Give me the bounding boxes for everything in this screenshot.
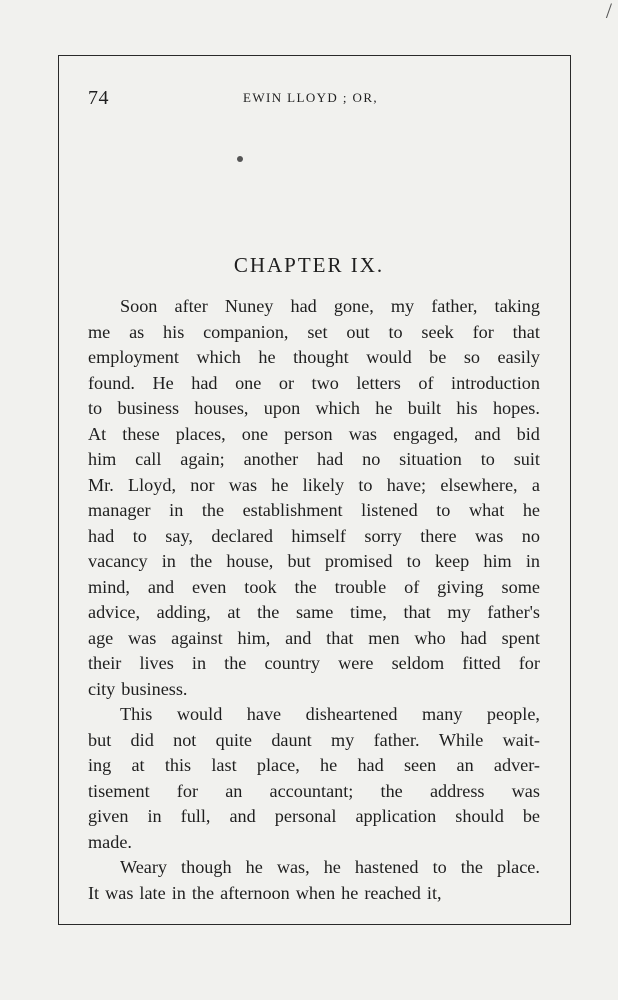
- text-line: vacancy in the house, but promised to keep him in: [88, 551, 540, 571]
- body-text: [88, 294, 540, 906]
- text-line: This would have disheartened many people,: [120, 704, 540, 724]
- paragraph: [88, 294, 540, 702]
- text-line: had to say, declared himself sorry there was no: [88, 525, 540, 546]
- text-line: to business houses, upon which he built his hopes.: [88, 398, 540, 418]
- margin-mark: /: [605, 0, 612, 23]
- text-line: mind, and even took the trouble of giving some: [88, 576, 540, 597]
- page-header: [88, 84, 538, 112]
- text-line: age was against him, and that men who had spent: [88, 627, 540, 648]
- paragraph: [88, 855, 540, 906]
- running-head: EWIN LLOYD ; OR,: [243, 90, 379, 105]
- text-line: At these places, one person was engaged, and bid: [88, 423, 540, 444]
- text-line: ing at this last place, he had seen an adver-: [88, 755, 540, 775]
- text-line: Mr. Lloyd, nor was he likely to have; elsewhere, a: [88, 474, 540, 495]
- text-line: advice, adding, at the same time, that my father's: [88, 602, 540, 622]
- paragraph: [88, 702, 540, 855]
- text-line: It was late in the afternoon when he reached it,: [88, 882, 442, 903]
- text-line: found. He had one or two letters of introduction: [88, 372, 540, 393]
- text-line: employment which he thought would be so easily: [88, 347, 540, 367]
- text-line: Soon after Nuney had gone, my father, taking: [120, 296, 540, 316]
- text-line: but did not quite daunt my father. While wait-: [88, 729, 540, 750]
- page-number: 74: [88, 87, 109, 109]
- text-line: their lives in the country were seldom fitted for: [88, 653, 540, 673]
- text-line: me as his companion, set out to seek for that: [88, 321, 540, 342]
- ink-dot: [237, 156, 243, 162]
- text-line: made.: [88, 831, 132, 852]
- text-line: given in full, and personal application should be: [88, 806, 540, 826]
- text-line: manager in the establishment listened to what he: [88, 500, 540, 520]
- text-line: him call again; another had no situation to suit: [88, 449, 540, 469]
- text-line: city business.: [88, 678, 188, 699]
- chapter-title: CHAPTER IX.: [233, 253, 385, 277]
- text-line: tisement for an accountant; the address was: [88, 780, 540, 801]
- text-line: Weary though he was, he hastened to the place.: [120, 857, 540, 877]
